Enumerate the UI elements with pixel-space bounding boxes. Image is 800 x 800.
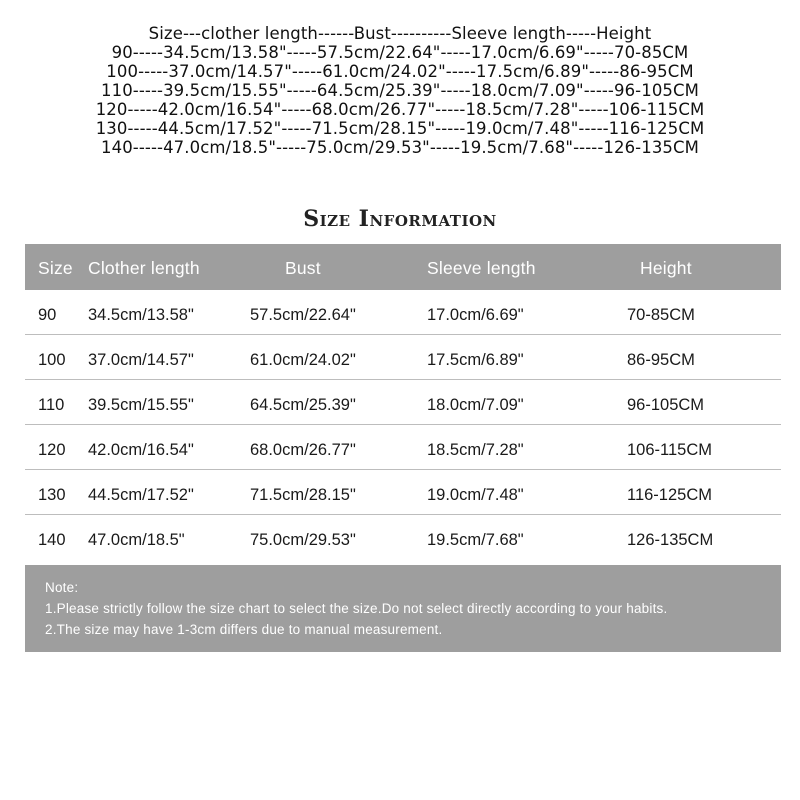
cell-clother-length: 42.0cm/16.54" [88, 441, 194, 459]
size-text-line: Size---clother length------Bust----------Sleeve length-----Height [148, 24, 652, 43]
size-table [25, 244, 781, 559]
header-height: Height [640, 258, 692, 278]
cell-bust: 75.0cm/29.53" [250, 531, 356, 549]
cell-size: 130 [38, 486, 66, 504]
header-bust: Bust [285, 258, 321, 278]
cell-size: 100 [38, 351, 66, 369]
table-row [25, 290, 781, 334]
cell-sleeve-length: 18.5cm/7.28" [427, 441, 524, 459]
cell-height: 106-115CM [627, 441, 712, 459]
cell-height: 86-95CM [627, 351, 695, 369]
cell-bust: 68.0cm/26.77" [250, 441, 356, 459]
size-text-line: 100-----37.0cm/14.57"-----61.0cm/24.02"-----17.5cm/6.89"-----86-95CM [106, 62, 694, 81]
cell-sleeve-length: 17.5cm/6.89" [427, 351, 524, 369]
header-sleeve-length: Sleeve length [427, 258, 536, 278]
size-text-line: 110-----39.5cm/15.55"-----64.5cm/25.39"-----18.0cm/7.09"-----96-105CM [101, 81, 699, 100]
cell-height: 70-85CM [627, 306, 695, 324]
table-row [25, 379, 781, 424]
table-row [25, 514, 781, 559]
size-text-line: 130-----44.5cm/17.52"-----71.5cm/28.15"-----19.0cm/7.48"-----116-125CM [95, 119, 705, 138]
table-header [25, 244, 781, 290]
size-text-block [0, 24, 800, 157]
cell-sleeve-length: 19.0cm/7.48" [427, 486, 524, 504]
cell-clother-length: 39.5cm/15.55" [88, 396, 194, 414]
size-text-line: 120-----42.0cm/16.54"-----68.0cm/26.77"-----18.5cm/7.28"-----106-115CM [95, 100, 705, 119]
notes-heading: Note: [45, 580, 79, 595]
cell-size: 110 [38, 396, 65, 414]
size-text-line: 140-----47.0cm/18.5"-----75.0cm/29.53"-----19.5cm/7.68"-----126-135CM [101, 138, 699, 157]
notes-box [25, 565, 781, 652]
cell-size: 90 [38, 306, 57, 324]
cell-bust: 71.5cm/28.15" [250, 486, 356, 504]
note-item: 2.The size may have 1-3cm differs due to manual measurement. [45, 622, 443, 637]
page-title: Size Information [303, 206, 497, 232]
cell-clother-length: 37.0cm/14.57" [88, 351, 194, 369]
header-clother-length: Clother length [88, 258, 200, 278]
table-row [25, 424, 781, 469]
cell-sleeve-length: 19.5cm/7.68" [427, 531, 524, 549]
table-body [25, 290, 781, 559]
cell-size: 140 [38, 531, 66, 549]
cell-bust: 61.0cm/24.02" [250, 351, 356, 369]
cell-clother-length: 47.0cm/18.5" [88, 531, 185, 549]
header-size: Size [38, 258, 73, 278]
cell-sleeve-length: 18.0cm/7.09" [427, 396, 524, 414]
table-row [25, 334, 781, 379]
cell-height: 126-135CM [627, 531, 714, 549]
cell-sleeve-length: 17.0cm/6.69" [427, 306, 524, 324]
table-row [25, 469, 781, 514]
cell-clother-length: 44.5cm/17.52" [88, 486, 194, 504]
note-item: 1.Please strictly follow the size chart to select the size.Do not select directly according to your habits. [45, 601, 668, 616]
cell-bust: 64.5cm/25.39" [250, 396, 356, 414]
cell-height: 96-105CM [627, 396, 705, 414]
cell-size: 120 [38, 441, 66, 459]
cell-bust: 57.5cm/22.64" [250, 306, 356, 324]
cell-clother-length: 34.5cm/13.58" [88, 306, 194, 324]
cell-height: 116-125CM [627, 486, 712, 504]
size-text-line: 90-----34.5cm/13.58"-----57.5cm/22.64"-----17.0cm/6.69"-----70-85CM [111, 43, 689, 62]
